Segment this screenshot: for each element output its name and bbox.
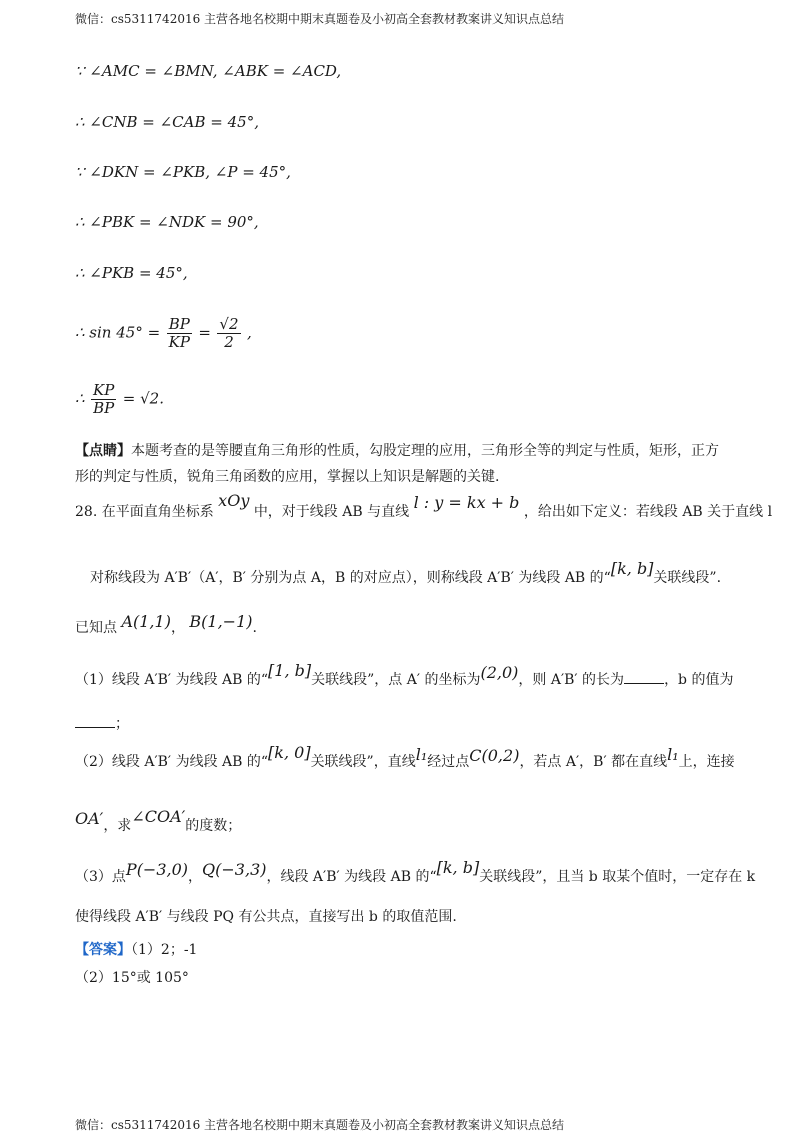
answer-line-2: （2）15°或 105° xyxy=(75,970,189,986)
sin-prefix: ∴ sin 45° = xyxy=(75,323,161,342)
answer-line-1 xyxy=(75,939,197,959)
answer-tag: 【答案】 xyxy=(75,942,131,958)
fraction-numerator: √2 xyxy=(219,315,239,333)
point-c: C(0,2) xyxy=(469,746,520,765)
fraction-denominator: KP xyxy=(168,333,190,351)
q28-text: . xyxy=(252,620,257,636)
page-footer: 微信：cs5311742016 主营各地名校期中期末真题卷及小初高全套教材教案讲义知识点总结 xyxy=(75,1118,565,1132)
page-header: 微信：cs5311742016 主营各地名校期中期末真题卷及小初高全套教材教案讲义知识点总结 xyxy=(75,12,565,26)
coord-system: xOy xyxy=(218,491,250,510)
therefore-symbol: ∴ xyxy=(75,389,85,408)
angle-coa: ∠COA′ xyxy=(131,807,186,826)
comma: , xyxy=(246,323,252,342)
q28-text: ，给出如下定义：若线段 AB 关于直线 l xyxy=(523,504,773,520)
q28-part1-cont xyxy=(75,713,129,733)
q28-text: ，则 A′B′ 的长为 xyxy=(518,672,625,688)
q28-text: 对称线段为 A′B′（A′，B′ 分别为点 A，B 的对应点），则称线段 A′B′ 为线段 AB 的“ xyxy=(90,570,611,586)
q28-text: ， xyxy=(188,869,203,885)
q28-text: 中，对于线段 AB 与直线 xyxy=(253,504,410,520)
point-p: P(−3,0) xyxy=(125,860,189,879)
proof-line-2: ∴ ∠CNB = ∠CAB = 45°, xyxy=(75,113,259,131)
q28-line-3 xyxy=(75,612,257,637)
fraction-denominator: 2 xyxy=(224,333,234,351)
proof-line-3: ∵ ∠DKN = ∠PKB, ∠P = 45°, xyxy=(75,163,291,181)
proof-line-1: ∵ ∠AMC = ∠BMN, ∠ABK = ∠ACD, xyxy=(75,62,342,80)
bracket-1b: [1, b] xyxy=(268,661,312,680)
q28-part3-cont: 使得线段 A′B′ 与线段 PQ 有公共点，直接写出 b 的取值范围. xyxy=(75,909,457,925)
equals-sign: = xyxy=(198,323,211,342)
bracket-kb: [k, b] xyxy=(610,559,654,578)
q28-text: （1）线段 A′B′ 为线段 AB 的“ xyxy=(75,672,269,688)
bracket-kb: [k, b] xyxy=(436,858,480,877)
proof-line-5: ∴ ∠PKB = 45°, xyxy=(75,264,188,282)
point-q: Q(−3,3) xyxy=(202,860,267,879)
answer-blank xyxy=(624,683,664,684)
q28-text: ， xyxy=(170,620,185,636)
q28-text: 关联线段”，且当 b 取某个值时，一定存在 k xyxy=(479,869,756,885)
q28-text: ，若点 A′，B′ 都在直线 xyxy=(519,754,668,770)
point-a: A(1,1) xyxy=(121,612,171,631)
point-a-prime: (2,0) xyxy=(480,663,519,682)
q28-text: 上，连接 xyxy=(678,754,735,770)
proof-line-6 xyxy=(75,316,252,351)
q28-line-1 xyxy=(75,491,773,521)
q28-part1 xyxy=(75,661,734,689)
q28-text: ，线段 A′B′ 为线段 AB 的“ xyxy=(266,869,437,885)
comment-line-1 xyxy=(75,440,719,460)
q28-text: 经过点 xyxy=(427,754,470,770)
segment-oa: OA′ xyxy=(75,809,104,828)
fraction-sqrt2-2 xyxy=(217,316,240,351)
comment-text-1: 本题考查的是等腰直角三角形的性质，勾股定理的应用，三角形全等的判定与性质，矩形，正方 xyxy=(131,443,719,459)
q28-text: ，b 的值为 xyxy=(664,672,734,688)
q28-text: （3）点 xyxy=(75,869,126,885)
q28-part2-cont xyxy=(75,807,242,835)
fraction-numerator: BP xyxy=(168,315,190,333)
answer-blank xyxy=(75,727,115,728)
bracket-k0: [k, 0] xyxy=(268,743,311,762)
fraction-numerator: KP xyxy=(93,381,115,399)
q28-text: 关联线段”，直线 xyxy=(310,754,416,770)
answer-1: （1）2；-1 xyxy=(131,942,198,958)
q28-part2 xyxy=(75,743,735,771)
result: = √2. xyxy=(122,389,164,408)
q28-text: ，求 xyxy=(103,818,132,834)
line-l1: l₁ xyxy=(415,745,428,764)
comment-tag: 【点睛】 xyxy=(75,443,131,459)
q28-text: 28. 在平面直角坐标系 xyxy=(75,504,214,520)
proof-line-4: ∴ ∠PBK = ∠NDK = 90°, xyxy=(75,213,259,231)
q28-line-2 xyxy=(90,559,722,587)
line-equation: l : y = kx + b xyxy=(413,493,520,512)
point-b: B(1,−1) xyxy=(189,612,253,631)
fraction-bp-kp xyxy=(167,316,192,351)
proof-line-7 xyxy=(75,382,164,417)
line-l1: l₁ xyxy=(667,745,679,764)
q28-text: 的度数； xyxy=(185,818,242,834)
fraction-denominator: BP xyxy=(93,399,115,417)
q28-text: 关联线段”. xyxy=(653,570,722,586)
q28-text: （2）线段 A′B′ 为线段 AB 的“ xyxy=(75,754,269,770)
comment-line-2: 形的判定与性质，锐角三角函数的应用，掌握以上知识是解题的关键. xyxy=(75,469,500,485)
q28-text: 已知点 xyxy=(75,620,117,636)
fraction-kp-bp xyxy=(91,382,116,417)
q28-part3 xyxy=(75,858,756,886)
q28-text: ； xyxy=(115,716,129,732)
q28-text: 关联线段”，点 A′ 的坐标为 xyxy=(311,672,481,688)
